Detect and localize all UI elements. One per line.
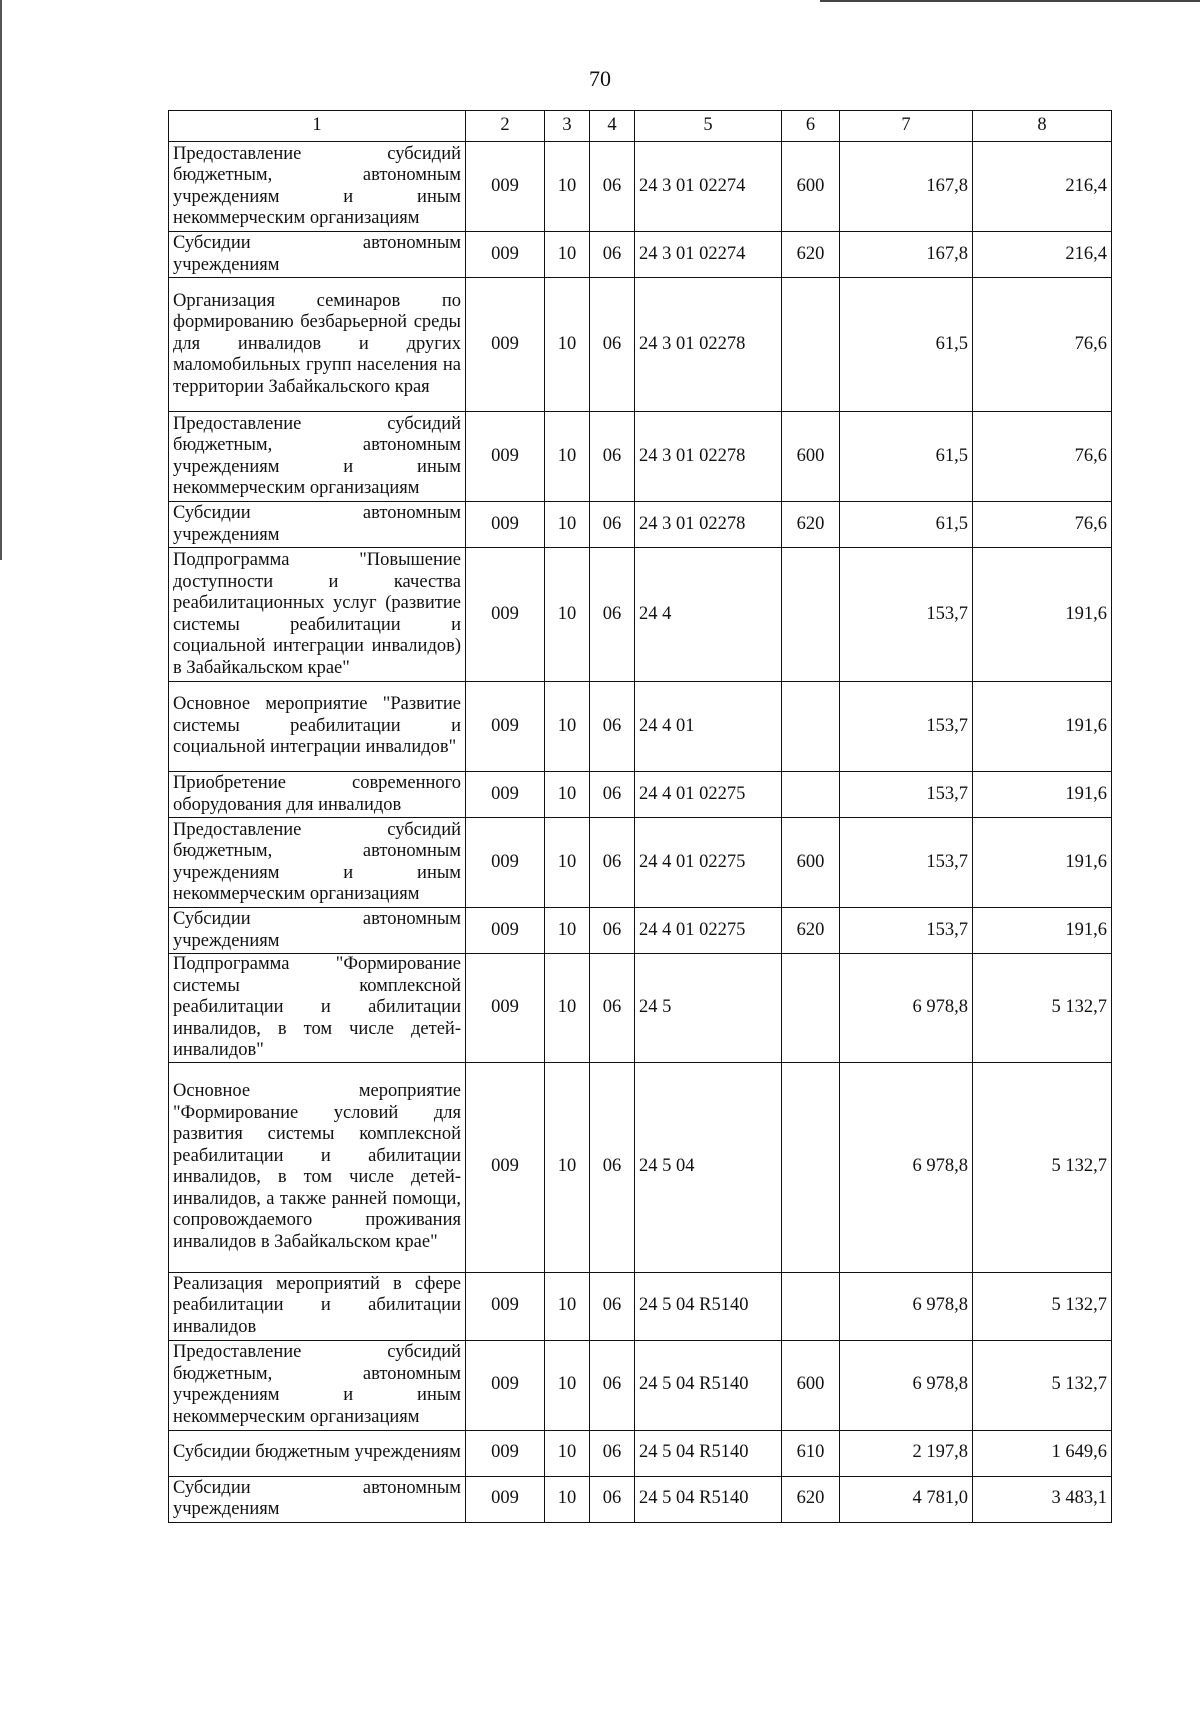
cell-expense-type: 600 [782,142,840,232]
cell-subsection: 06 [590,772,635,818]
cell-target-article: 24 5 04 R5140 [635,1272,782,1340]
cell-admin-code: 009 [466,278,545,412]
table-row [169,772,1112,818]
cell-expense-type: 600 [782,412,840,502]
cell-target-article: 24 4 01 [635,682,782,772]
table-row [169,682,1112,772]
cell-subsection: 06 [590,682,635,772]
cell-target-article: 24 4 01 02275 [635,908,782,954]
column-header-5: 5 [635,111,782,142]
table-row [169,1272,1112,1340]
cell-amount-year1: 153,7 [840,908,973,954]
cell-amount-year2: 76,6 [973,278,1112,412]
cell-subsection: 06 [590,1430,635,1476]
cell-target-article: 24 3 01 02278 [635,412,782,502]
column-header-2: 2 [466,111,545,142]
column-header-1: 1 [169,111,466,142]
cell-amount-year2: 216,4 [973,232,1112,278]
cell-subsection: 06 [590,1340,635,1430]
cell-target-article: 24 5 04 [635,1062,782,1272]
cell-amount-year2: 191,6 [973,548,1112,682]
cell-admin-code: 009 [466,232,545,278]
cell-subsection: 06 [590,908,635,954]
cell-amount-year1: 6 978,8 [840,1272,973,1340]
table-row [169,502,1112,548]
cell-amount-year2: 76,6 [973,412,1112,502]
cell-section: 10 [545,908,590,954]
cell-expense-type [782,682,840,772]
page-number: 70 [589,66,611,91]
cell-target-article: 24 3 01 02274 [635,142,782,232]
cell-amount-year1: 6 978,8 [840,1062,973,1272]
budget-table [168,110,1112,1523]
cell-amount-year2: 3 483,1 [973,1476,1112,1522]
cell-amount-year2: 5 132,7 [973,1272,1112,1340]
cell-amount-year2: 5 132,7 [973,1340,1112,1430]
cell-expense-type [782,1062,840,1272]
cell-admin-code: 009 [466,1272,545,1340]
cell-subsection: 06 [590,278,635,412]
table-row [169,1340,1112,1430]
table-row [169,908,1112,954]
cell-subsection: 06 [590,548,635,682]
cell-admin-code: 009 [466,818,545,908]
cell-target-article: 24 5 04 R5140 [635,1340,782,1430]
cell-name: Предоставление субсидий бюджетным, автономным учреждениям и иным некоммерческим организациям [169,818,466,908]
cell-amount-year2: 76,6 [973,502,1112,548]
cell-expense-type [782,278,840,412]
cell-subsection: 06 [590,142,635,232]
cell-section: 10 [545,1476,590,1522]
cell-subsection: 06 [590,502,635,548]
cell-amount-year1: 61,5 [840,278,973,412]
cell-expense-type [782,548,840,682]
cell-target-article: 24 3 01 02274 [635,232,782,278]
cell-amount-year1: 153,7 [840,818,973,908]
cell-name: Предоставление субсидий бюджетным, автономным учреждениям и иным некоммерческим организациям [169,1340,466,1430]
cell-section: 10 [545,1272,590,1340]
cell-admin-code: 009 [466,142,545,232]
cell-name: Предоставление субсидий бюджетным, автономным учреждениям и иным некоммерческим организациям [169,412,466,502]
cell-name: Реализация мероприятий в сфере реабилитации и абилитации инвалидов [169,1272,466,1340]
cell-admin-code: 009 [466,412,545,502]
table-row [169,954,1112,1063]
table-row [169,232,1112,278]
cell-subsection: 06 [590,954,635,1063]
cell-section: 10 [545,772,590,818]
cell-name: Субсидии автономным учреждениям [169,502,466,548]
cell-section: 10 [545,142,590,232]
scan-top-line [820,0,1200,2]
cell-target-article: 24 4 01 02275 [635,818,782,908]
column-header-7: 7 [840,111,973,142]
cell-name: Субсидии бюджетным учреждениям [169,1430,466,1476]
cell-expense-type [782,772,840,818]
cell-expense-type: 620 [782,502,840,548]
cell-name: Подпрограмма "Повышение доступности и качества реабилитационных услуг (развитие системы реабилитации и социальной интеграции инвалидов) в Забайкальском крае" [169,548,466,682]
cell-subsection: 06 [590,412,635,502]
cell-subsection: 06 [590,1272,635,1340]
cell-target-article: 24 5 04 R5140 [635,1476,782,1522]
column-header-8: 8 [973,111,1112,142]
cell-amount-year1: 153,7 [840,548,973,682]
cell-admin-code: 009 [466,954,545,1063]
cell-expense-type: 620 [782,1476,840,1522]
cell-expense-type: 620 [782,908,840,954]
column-header-6: 6 [782,111,840,142]
cell-target-article: 24 5 [635,954,782,1063]
cell-section: 10 [545,1062,590,1272]
cell-amount-year2: 191,6 [973,682,1112,772]
cell-admin-code: 009 [466,502,545,548]
table-row [169,1430,1112,1476]
cell-target-article: 24 3 01 02278 [635,502,782,548]
table-row [169,142,1112,232]
cell-amount-year1: 167,8 [840,232,973,278]
table-row [169,1476,1112,1522]
cell-name: Основное мероприятие "Развитие системы реабилитации и социальной интеграции инвалидов" [169,682,466,772]
cell-expense-type [782,954,840,1063]
cell-name: Организация семинаров по формированию безбарьерной среды для инвалидов и других маломобильных групп населения на территории Забайкальского края [169,278,466,412]
cell-expense-type [782,1272,840,1340]
cell-name: Субсидии автономным учреждениям [169,1476,466,1522]
cell-amount-year1: 61,5 [840,502,973,548]
cell-admin-code: 009 [466,772,545,818]
table-row [169,412,1112,502]
column-header-3: 3 [545,111,590,142]
cell-admin-code: 009 [466,1062,545,1272]
cell-target-article: 24 4 01 02275 [635,772,782,818]
cell-amount-year1: 2 197,8 [840,1430,973,1476]
column-header-4: 4 [590,111,635,142]
cell-section: 10 [545,1340,590,1430]
cell-admin-code: 009 [466,548,545,682]
cell-amount-year2: 191,6 [973,772,1112,818]
table-row [169,548,1112,682]
cell-amount-year2: 191,6 [973,908,1112,954]
cell-name: Приобретение современного оборудования для инвалидов [169,772,466,818]
cell-amount-year1: 6 978,8 [840,1340,973,1430]
cell-admin-code: 009 [466,1340,545,1430]
table-row [169,278,1112,412]
cell-expense-type: 600 [782,1340,840,1430]
cell-amount-year2: 1 649,6 [973,1430,1112,1476]
cell-subsection: 06 [590,1062,635,1272]
cell-amount-year2: 5 132,7 [973,954,1112,1063]
cell-target-article: 24 3 01 02278 [635,278,782,412]
cell-expense-type: 610 [782,1430,840,1476]
cell-expense-type: 600 [782,818,840,908]
cell-section: 10 [545,232,590,278]
cell-subsection: 06 [590,818,635,908]
cell-section: 10 [545,818,590,908]
cell-amount-year1: 6 978,8 [840,954,973,1063]
cell-target-article: 24 5 04 R5140 [635,1430,782,1476]
cell-section: 10 [545,502,590,548]
cell-subsection: 06 [590,232,635,278]
cell-amount-year1: 153,7 [840,772,973,818]
cell-subsection: 06 [590,1476,635,1522]
cell-amount-year1: 153,7 [840,682,973,772]
cell-admin-code: 009 [466,1476,545,1522]
table-header-row [169,111,1112,142]
cell-name: Основное мероприятие "Формирование условий для развития системы комплексной реабилитации и абилитации инвалидов, в том числе детей-инвалидов, а также ранней помощи, сопровождаемого проживания инвалидов в Забайкальском крае" [169,1062,466,1272]
cell-section: 10 [545,548,590,682]
cell-admin-code: 009 [466,682,545,772]
cell-admin-code: 009 [466,1430,545,1476]
cell-name: Субсидии автономным учреждениям [169,908,466,954]
cell-section: 10 [545,412,590,502]
cell-name: Предоставление субсидий бюджетным, автономным учреждениям и иным некоммерческим организациям [169,142,466,232]
cell-admin-code: 009 [466,908,545,954]
table-row [169,818,1112,908]
cell-amount-year2: 216,4 [973,142,1112,232]
table-body [169,142,1112,1523]
cell-section: 10 [545,278,590,412]
cell-amount-year1: 61,5 [840,412,973,502]
cell-name: Субсидии автономным учреждениям [169,232,466,278]
cell-amount-year1: 167,8 [840,142,973,232]
table-row [169,1062,1112,1272]
cell-amount-year2: 5 132,7 [973,1062,1112,1272]
cell-amount-year1: 4 781,0 [840,1476,973,1522]
cell-section: 10 [545,954,590,1063]
cell-section: 10 [545,682,590,772]
cell-section: 10 [545,1430,590,1476]
cell-name: Подпрограмма "Формирование системы комплексной реабилитации и абилитации инвалидов, в том числе детей-инвалидов" [169,954,466,1063]
cell-target-article: 24 4 [635,548,782,682]
cell-amount-year2: 191,6 [973,818,1112,908]
cell-expense-type: 620 [782,232,840,278]
